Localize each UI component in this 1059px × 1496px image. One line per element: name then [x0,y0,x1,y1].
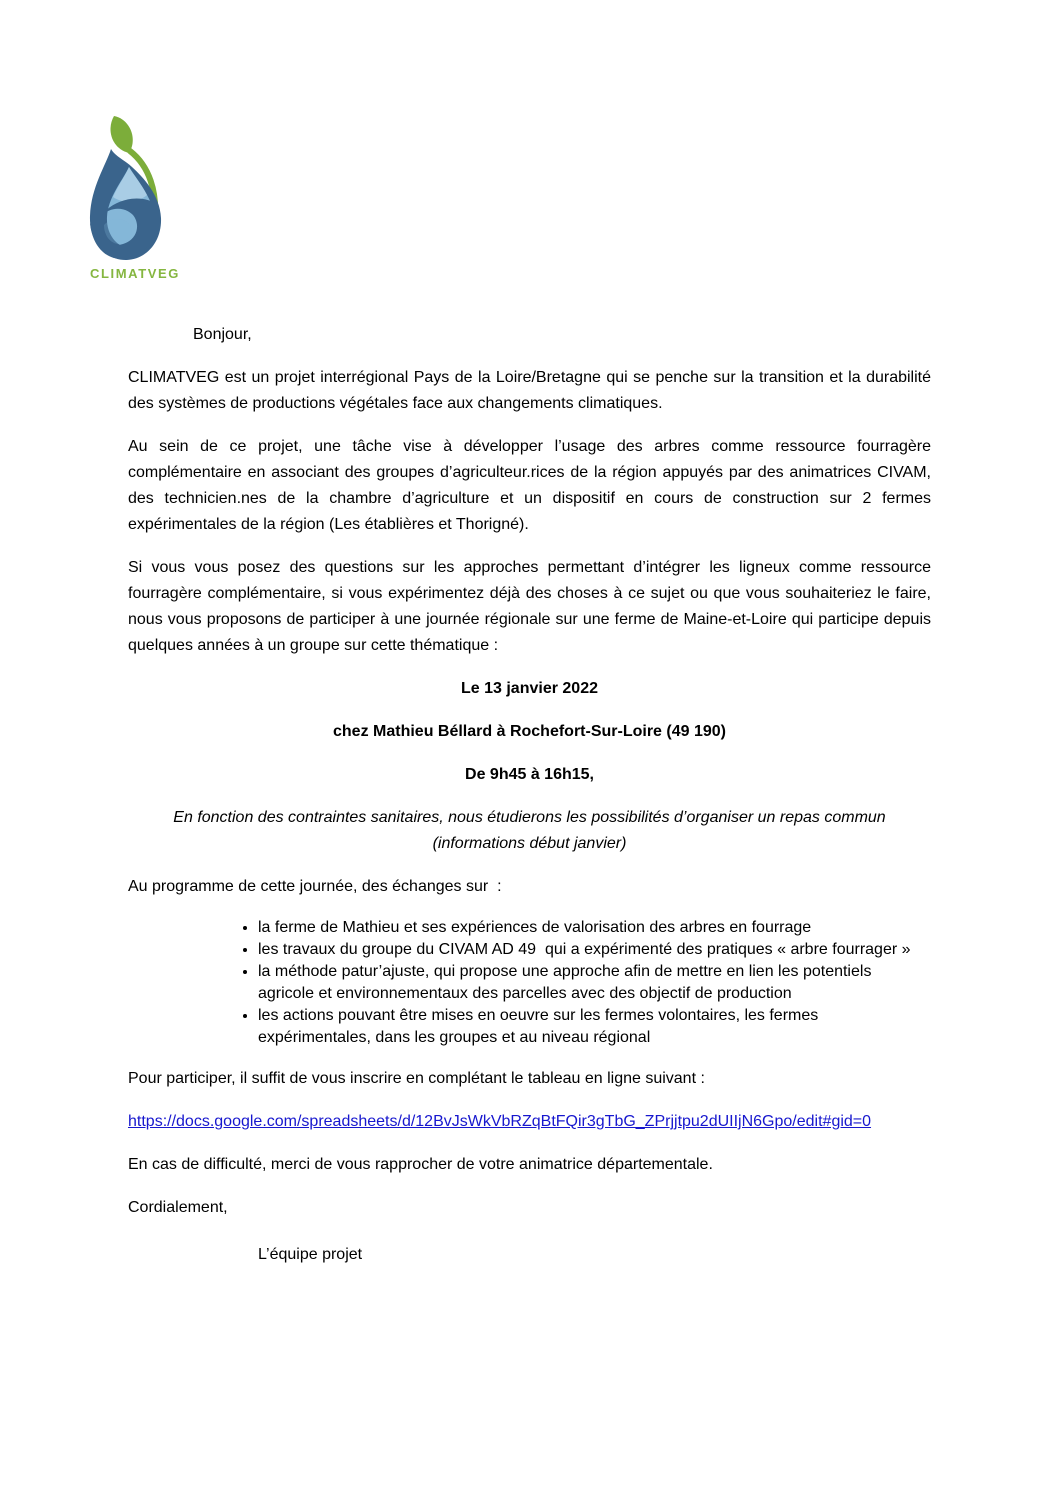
brand-wordmark: CLIMATVEG [90,266,180,281]
program-intro: Au programme de cette journée, des échanges sur : [128,878,502,895]
spreadsheet-link[interactable]: https://docs.google.com/spreadsheets/d/12BvJsWkVbRZqBtFQir3gTbG_ZPrjjtpu2dUIIjN6Gpo/edit#gid=0 [128,1113,872,1130]
climatveg-logo [86,113,180,287]
event-meal-note-line1: En fonction des contraintes sanitaires, nous étudierons les possibilités d’organiser un repas commun [173,809,886,826]
signature: L’équipe projet [258,1246,363,1263]
event-date: Le 13 janvier 2022 [461,680,598,697]
program-item-paturajuste: • la méthode patur’ajuste, qui propose une approche afin de mettre en lien les potentiels agricole et environnementaux des parcelles avec des objectif de production [258,961,931,1005]
event-meal-note [128,805,931,857]
event-place: chez Mathieu Béllard à Rochefort-Sur-Loire (49 190) [333,723,726,740]
program-list [128,917,931,1049]
letter-body [128,322,931,1268]
closing: Cordialement, [128,1199,228,1216]
event-meal-note-line2: (informations début janvier) [432,835,627,852]
paragraph-project-task: Au sein de ce projet, une tâche vise à développer l’usage des arbres comme ressource fourragère complémentaire en associant des groupes d’agriculteur.rices de la région appuyés par des animatrices CIVAM, des technicien.nes de la chambre d’agriculture et un dispositif en cours de construction sur 2 fermes expérimentales de la région (Les établières et Thorigné). [128,438,931,533]
water-drop-leaf-icon [86,113,168,263]
help-note: En cas de difficulté, merci de vous rapprocher de votre animatrice départementale. [128,1156,713,1173]
program-item-civam-group: • les travaux du groupe du CIVAM AD 49 qui a expérimenté des pratiques « arbre fourrager » [258,939,931,961]
paragraph-invitation: Si vous vous posez des questions sur les approches permettant d’intégrer les ligneux comme ressource fourragère complémentaire, si vous expérimentez déjà des choses à ce sujet ou que vous souhaiteriez le faire, nous vous proposons de participer à une journée régionale sur une ferme de Maine-et-Loire qui participe depuis quelques années à un groupe sur cette thématique : [128,559,931,654]
paragraph-project-intro: CLIMATVEG est un projet interrégional Pays de la Loire/Bretagne qui se penche sur la transition et la durabilité des systèmes de productions végétales face aux changements climatiques. [128,369,931,412]
program-item-actions: • les actions pouvant être mises en oeuvre sur les fermes volontaires, les fermes expérimentales, dans les groupes et au niveau régional [258,1005,931,1049]
event-time: De 9h45 à 16h15, [465,766,594,783]
signup-link-line [128,1109,931,1135]
signup-intro: Pour participer, il suffit de vous inscrire en complétant le tableau en ligne suivant : [128,1070,705,1087]
greeting: Bonjour, [193,326,252,343]
program-item-farm: • la ferme de Mathieu et ses expériences de valorisation des arbres en fourrage [258,917,931,939]
